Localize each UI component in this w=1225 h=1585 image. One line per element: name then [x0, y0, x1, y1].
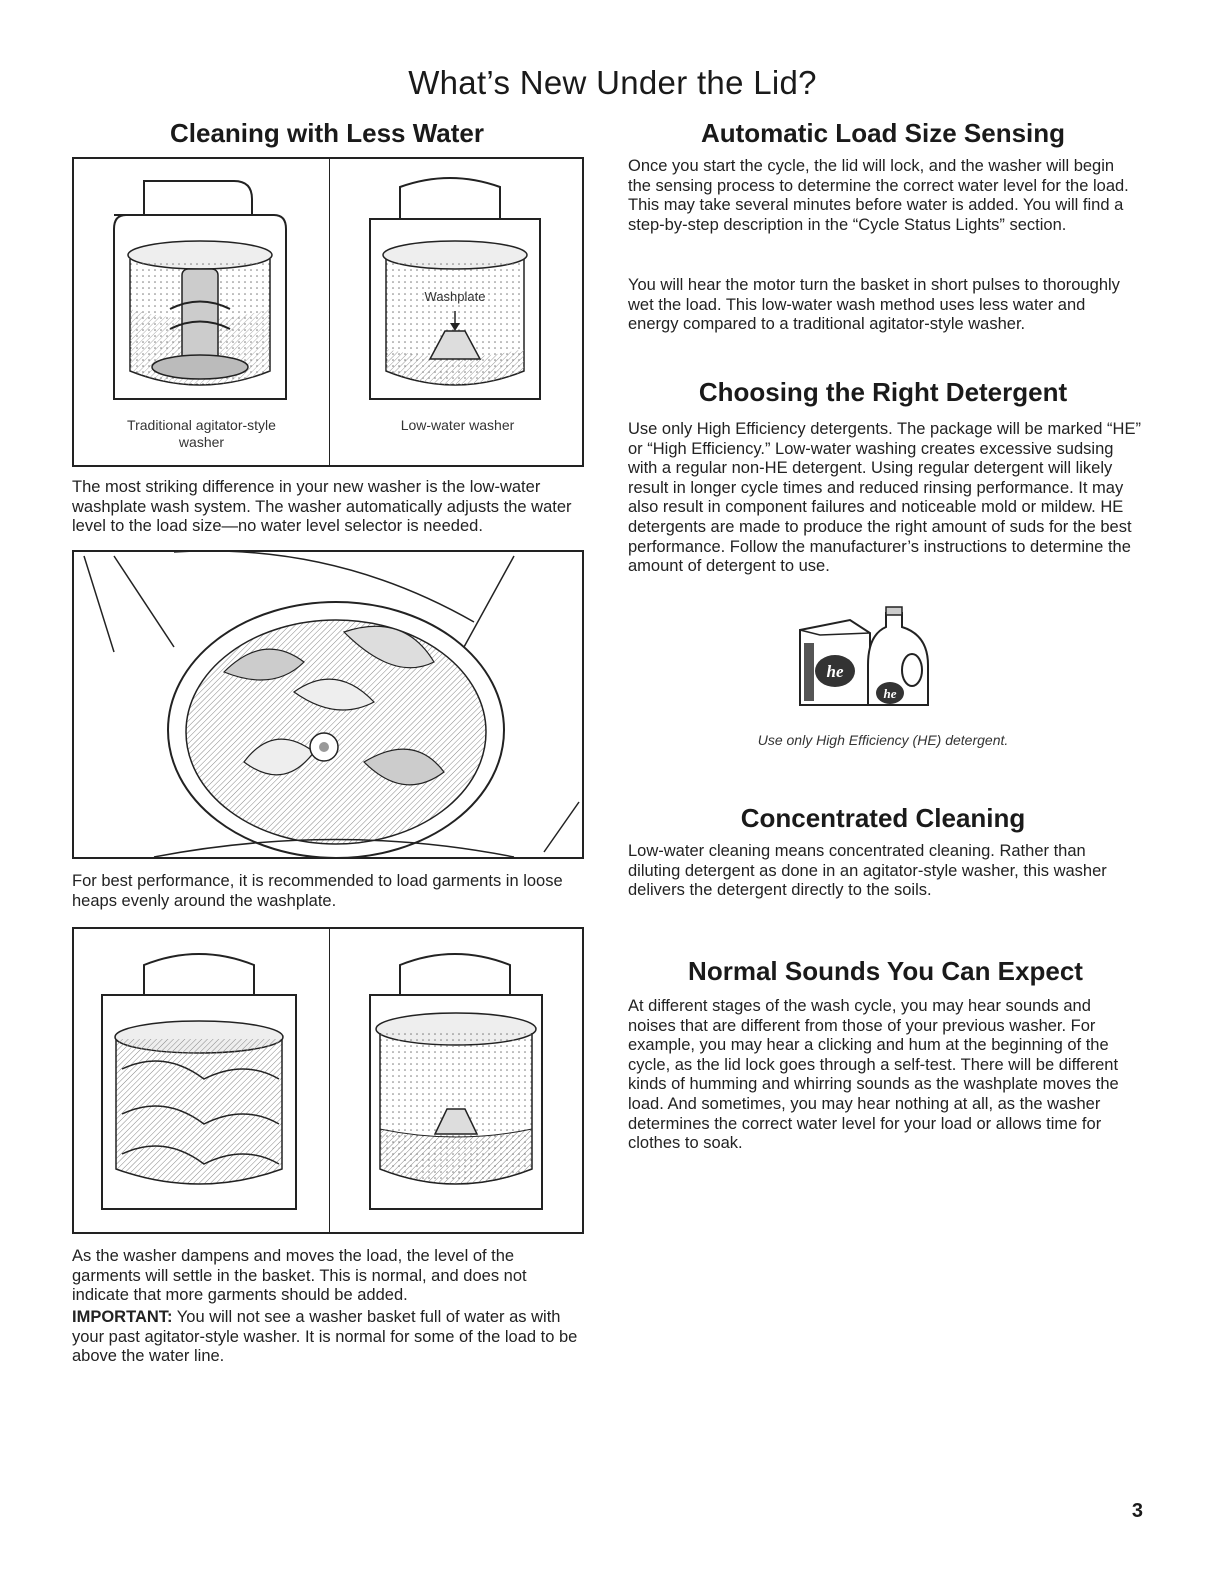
full-load-washer-illustration	[74, 929, 329, 1232]
paragraph-sensing-process: Once you start the cycle, the lid will lock, and the washer will begin the sensing process to determine the correct water level for the load. This may take several minutes before water is added. You will find a step-by-step description in the “Cycle Status Lights” section.	[628, 157, 1129, 234]
heading-cleaning-less-water: Cleaning with Less Water	[170, 118, 484, 148]
caption-low-water-washer: Low-water washer	[400, 417, 515, 433]
paragraph-loading-tip: For best performance, it is recommended to load garments in loose heaps evenly around the washplate.	[72, 872, 563, 910]
figure-washer-comparison	[72, 157, 584, 467]
page-number: 3	[1131, 1500, 1143, 1522]
heading-normal-sounds: Normal Sounds You Can Expect	[688, 956, 1083, 986]
he-detergent-illustration	[790, 605, 950, 715]
he-logo-text-box: he	[826, 662, 844, 681]
paragraph-he-detergent: Use only High Efficiency detergents. The package will be marked “HE” or “High Efficiency.” Low-water washing creates excessive sudsing with a regular non-HE detergent. Using regular detergent will likely result in longer cycle times and reduced rinsing performance. It may also result in component failures and noticeable mold or mildew. HE detergents are made to produce the right amount of suds for the best performance. Follow the manufacturer’s instructions to determine the amount of detergent to use.	[628, 420, 1141, 576]
paragraph-low-water-system: The most striking difference in your new washer is the low-water washplate wash system. The washer automatically adjusts the water level to the load size—no water level selector is needed.	[72, 478, 572, 536]
caption-he-detergent: Use only High Efficiency (HE) detergent.	[757, 732, 1009, 748]
low-water-washer-illustration	[330, 159, 585, 414]
washplate-label: Washplate	[424, 289, 486, 304]
he-logo-text-bottle: he	[883, 686, 897, 701]
paragraph-normal-sounds: At different stages of the wash cycle, you may hear sounds and noises that are different from those of your previous washer. For example, you may hear a clicking and hum at the beginning of the cycle, as the lid lock goes through a self-test. There will be different kinds of humming and whirring sounds as the washplate moves the load. And sometimes, you may hear nothing at all, as the washer determines the correct water level for your load or allows time for clothes to soak.	[628, 997, 1119, 1153]
heading-concentrated-cleaning: Concentrated Cleaning	[740, 803, 1026, 833]
heading-load-size-sensing: Automatic Load Size Sensing	[700, 118, 1066, 148]
paragraph-load-settling: As the washer dampens and moves the load, the level of the garments will settle in the basket. This is normal, and does not indicate that more garments should be added.	[72, 1247, 527, 1305]
paragraph-important-note	[72, 1308, 582, 1367]
heading-choosing-detergent: Choosing the Right Detergent	[698, 377, 1068, 407]
paragraph-concentrated-cleaning: Low-water cleaning means concentrated cleaning. Rather than diluting detergent as done in an agitator-style washer, this washer delivers the detergent directly to the soils.	[628, 842, 1107, 900]
figure-washer-load-comparison	[72, 927, 584, 1234]
caption-traditional-washer: Traditional agitator-style washer	[127, 417, 276, 450]
agitator-washer-illustration	[74, 159, 329, 414]
paragraph-motor-pulses: You will hear the motor turn the basket in short pulses to thoroughly wet the load. This low-water wash method uses less water and energy compared to a traditional agitator-style washer.	[628, 276, 1120, 334]
figure-loaded-washer-topview	[72, 550, 584, 859]
settled-load-washer-illustration	[330, 929, 585, 1232]
important-text: You will not see a washer basket full of water as with your past agitator-style washer. It is normal for some of the load to be above the water line.	[72, 1308, 578, 1366]
page-title: What’s New Under the Lid?	[408, 64, 817, 101]
important-label: IMPORTANT:	[72, 1308, 173, 1326]
loaded-washer-illustration	[74, 552, 582, 857]
